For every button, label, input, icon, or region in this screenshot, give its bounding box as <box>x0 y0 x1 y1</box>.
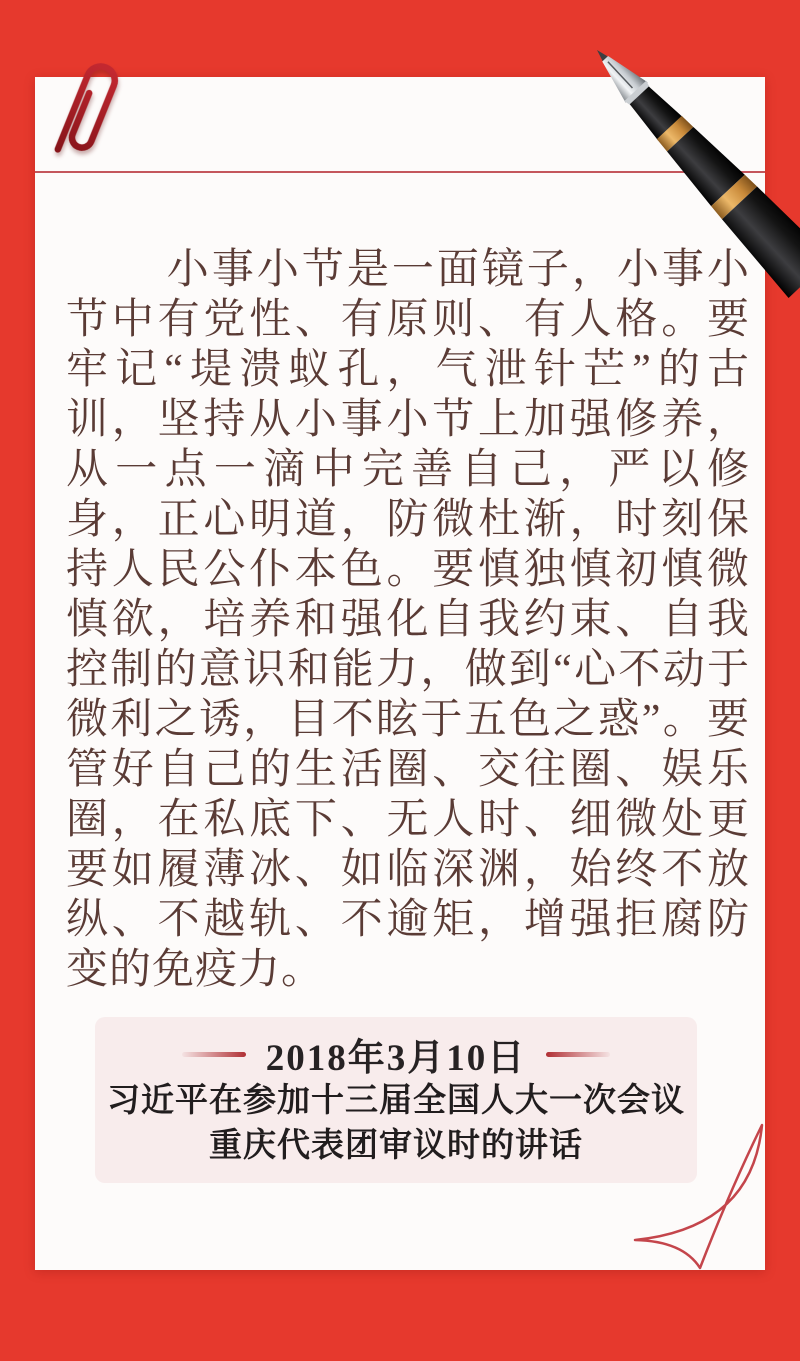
attribution-line-2: 重庆代表团审议时的讲话 <box>209 1128 583 1164</box>
date-row <box>182 1031 611 1077</box>
page-curl-icon <box>613 1116 765 1270</box>
attribution-line-1: 习近平在参加十三届全国人大一次会议 <box>107 1083 685 1119</box>
date-text: 2018年3月10日 <box>265 1038 527 1079</box>
date-dash-left-icon <box>182 1052 246 1057</box>
paperclip-icon <box>40 48 136 180</box>
quote-text: 小事小节是一面镜子，小事小节中有党性、有原则、有人格。要牢记“堤溃蚁孔，气泄针芒”的古训，坚持从小事小节上加强修养，从一点一滴中完善自己，严以修身，正心明道，防微杜渐，时刻保持人民公仆本色。要慎独慎初慎微慎欲，培养和强化自我约束、自我控制的意识和能力，做到“心不动于微利之诱，目不眩于五色之惑”。要管好自己的生活圈、交往圈、娱乐圈，在私底下、无人时、细微处更要如履薄冰、如临深渊，始终不放纵、不越轨、不逾矩，增强拒腐防变的免疫力。 <box>66 247 750 993</box>
fountain-pen-icon <box>520 0 800 310</box>
date-dash-right-icon <box>546 1052 610 1057</box>
footer-panel <box>95 1017 697 1183</box>
